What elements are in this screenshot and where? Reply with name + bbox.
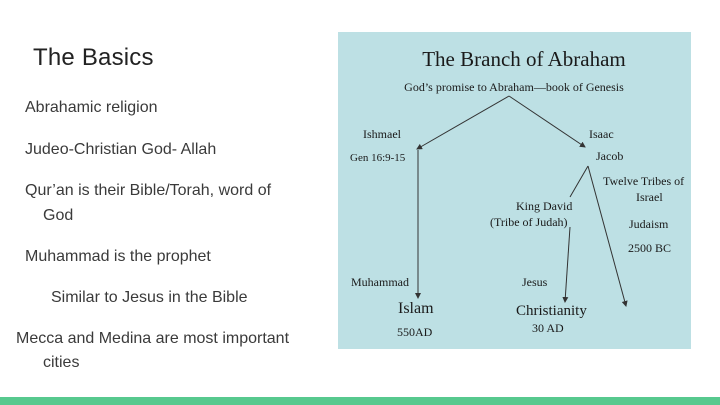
- king-david-line2: (Tribe of Judah): [490, 215, 568, 229]
- bullet-quran-line1: Qur’an is their Bible/Torah, word of: [25, 182, 272, 199]
- diagram-title: The Branch of Abraham: [422, 47, 626, 71]
- bullet-similar-to-jesus: Similar to Jesus in the Bible: [51, 289, 248, 306]
- arrow-abraham-to-isaac: [509, 96, 585, 147]
- twelve-tribes-line1: Twelve Tribes of: [603, 174, 685, 188]
- judaism-label: Judaism: [629, 217, 669, 231]
- jacob-label: Jacob: [596, 149, 624, 163]
- islam-date: 550AD: [397, 325, 433, 339]
- diagram-subtitle: God’s promise to Abraham—book of Genesis: [404, 80, 624, 94]
- islam-label: Islam: [398, 300, 434, 317]
- bullet-quran-line2: God: [43, 207, 74, 224]
- bullet-mecca-medina-line1: Mecca and Medina are most important: [16, 330, 290, 347]
- bullet-muhammad-prophet: Muhammad is the prophet: [25, 248, 211, 265]
- king-david-line1: King David: [516, 199, 573, 213]
- slide-title: The Basics: [33, 44, 154, 71]
- genesis-reference: Gen 16:9-15: [350, 152, 406, 164]
- christianity-label: Christianity: [516, 303, 587, 319]
- bullet-abrahamic-religion: Abrahamic religion: [25, 99, 158, 116]
- accent-bar: [0, 397, 720, 405]
- bullet-god-allah: Judeo-Christian God- Allah: [25, 141, 217, 158]
- isaac-label: Isaac: [589, 127, 614, 141]
- twelve-tribes-line2: Israel: [636, 190, 663, 204]
- arrow-king-david-to-christianity: [565, 227, 570, 302]
- bullet-mecca-medina-line2: cities: [43, 354, 80, 371]
- branch-of-abraham-diagram: [338, 32, 691, 349]
- jesus-label: Jesus: [522, 275, 548, 289]
- christianity-date: 30 AD: [532, 321, 564, 335]
- arrow-abraham-to-ishmael: [417, 96, 509, 149]
- diagram-svg: [338, 32, 691, 349]
- arrow-tribes-to-king-david: [570, 166, 588, 197]
- judaism-date: 2500 BC: [628, 241, 672, 255]
- ishmael-label: Ishmael: [363, 127, 401, 141]
- muhammad-label: Muhammad: [351, 275, 409, 289]
